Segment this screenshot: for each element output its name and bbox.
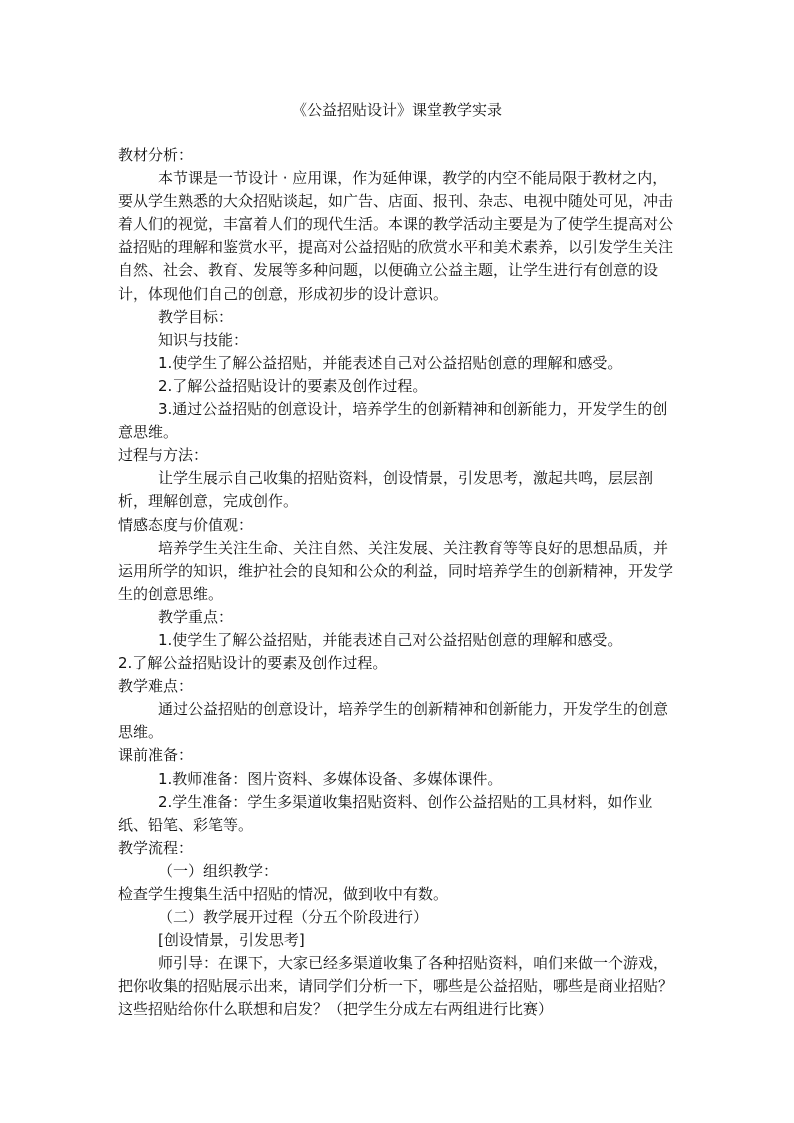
section-heading-preparation: 课前准备：: [118, 746, 194, 765]
paragraph-material-analysis: 本节课是一节设计 · 应用课，作为延伸课，教学的内空不能局限于教材之内，要从学生熟悉的大众招贴谈起，如广告、店面、报刊、杂志、电视中随处可见，冲击着人们的视觉，丰富着人们的现代生活。本课的教学活动主要是为了使学生提高对公益招贴的理解和鉴赏水平，提高对公益招贴的欣赏水平和美术素养，以引发学生关注自然、社会、教育、发展等多种问题，以便确立公益主题，让学生进行有创意的设计，体现他们自己的创意，形成初步的设计意识。: [118, 169, 674, 303]
section-heading-teaching-goals: 教学目标：: [158, 307, 234, 326]
goal-item-1: 1.使学生了解公益招贴，并能表述自己对公益招贴创意的理解和感受。: [158, 353, 623, 372]
document-title: 《公益招贴设计》课堂教学实录: [291, 101, 502, 119]
key-point-item-1: 1.使学生了解公益招贴，并能表述自己对公益招贴创意的理解和感受。: [158, 630, 623, 649]
preparation-item-1: 1.教师准备：图片资料、多媒体设备、多媒体课件。: [158, 769, 503, 788]
section-heading-teaching-flow: 教学流程：: [118, 838, 194, 857]
goal-item-2: 2.了解公益招贴设计的要素及创作过程。: [158, 376, 428, 395]
flow-step-2-heading: （二）教学展开过程（分五个阶段进行）: [158, 908, 429, 927]
paragraph-emotion-values: 培养学生关注生命、关注自然、关注发展、关注教育等等良好的思想品质，并运用所学的知识，维护社会的良知和公众的利益，同时培养学生的创新精神，开发学生的创意思维。: [118, 538, 674, 603]
paragraph-difficulties: 通过公益招贴的创意设计，培养学生的创新精神和创新能力，开发学生的创意思维。: [118, 700, 669, 742]
document-body: [118, 144, 678, 1022]
section-heading-difficulties: 教学难点：: [118, 677, 194, 696]
section-heading-process-method: 过程与方法：: [118, 446, 209, 465]
flow-step-1-content: 检查学生搜集生活中招贴的情况，做到收中有数。: [118, 885, 449, 903]
section-heading-material-analysis: 教材分析：: [118, 146, 194, 164]
flow-step-1-heading: （一）组织教学：: [158, 861, 279, 880]
paragraph-process-method: 让学生展示自己收集的招贴资料，创设情景，引发思考，激起共鸣，层层剖析，理解创意，完成创作。: [118, 469, 654, 511]
flow-stage-heading: [创设情景，引发思考]: [158, 931, 305, 950]
key-point-item-2: 2.了解公益招贴设计的要素及创作过程。: [118, 654, 388, 673]
preparation-item-2: 2.学生准备：学生多渠道收集招贴资料、创作公益招贴的工具材料，如作业纸、铅笔、彩笔等。: [118, 792, 653, 834]
section-heading-emotion-values: 情感态度与价值观：: [118, 515, 254, 534]
goal-item-3: 3.通过公益招贴的创意设计，培养学生的创新精神和创新能力，开发学生的创意思维。: [118, 400, 668, 442]
subheading-knowledge-skills: 知识与技能：: [158, 330, 249, 349]
section-heading-key-points: 教学重点：: [158, 607, 234, 626]
paragraph-teacher-guidance: 师引导：在课下，大家已经多渠道收集了各种招贴资料，咱们来做一个游戏，把你收集的招贴展示出来，请同学们分析一下，哪些是公益招贴，哪些是商业招贴？这些招贴给你什么联想和启发？（把学生分成左右两组进行比赛）: [118, 954, 674, 1019]
